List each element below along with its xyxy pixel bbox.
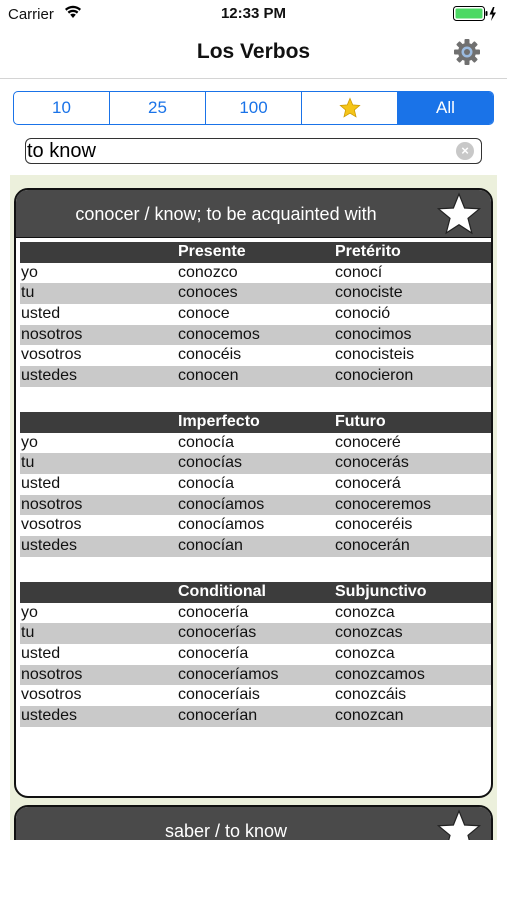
star-outline-icon: [435, 192, 483, 236]
table-row: yo conocería conozca: [21, 603, 395, 621]
table-row: vosotros conocíamos conoceréis: [21, 516, 413, 534]
table-row: usted conoce conoció: [21, 305, 391, 323]
star-outline-icon: [435, 809, 483, 840]
table-row: tu conoces conociste: [20, 283, 491, 304]
table-row: nosotros conoceríamos conozcamos: [20, 665, 491, 686]
favorite-button[interactable]: [435, 192, 483, 241]
table-header-row: Imperfecto Futuro: [20, 412, 491, 433]
search-input[interactable]: [26, 139, 447, 163]
segment-all[interactable]: All: [398, 92, 493, 124]
table-row: usted conocía conocerá: [21, 475, 401, 493]
search-field: [25, 138, 482, 164]
carrier-label: Carrier: [8, 6, 54, 23]
table-row: yo conocía conoceré: [21, 433, 401, 451]
table-row: yo conozco conocí: [21, 263, 383, 281]
segment-10[interactable]: 10: [14, 92, 110, 124]
conjugation-table: [20, 582, 491, 727]
clock: 12:33 PM: [220, 5, 287, 22]
favorite-button[interactable]: [435, 809, 483, 840]
verb-card-header: [16, 807, 491, 840]
star-icon: [339, 97, 361, 119]
verb-title: conocer / know; to be acquainted with: [75, 204, 377, 224]
table-row: vosotros conoceríais conozcáis: [21, 686, 407, 704]
table-row: nosotros conocemos conocimos: [20, 325, 491, 346]
table-row: ustedes conocían conocerán: [20, 536, 491, 557]
conjugation-table: [20, 242, 491, 387]
page-title: Los Verbos: [196, 40, 311, 63]
gear-icon: [453, 38, 481, 66]
table-header-row: Conditional Subjunctivo: [20, 582, 491, 603]
segment-100[interactable]: 100: [206, 92, 302, 124]
segment-25[interactable]: 25: [110, 92, 206, 124]
verb-card-header: [16, 190, 491, 238]
table-row: ustedes conocerían conozcan: [20, 706, 491, 727]
clear-search-button[interactable]: [456, 142, 474, 160]
table-row: vosotros conocéis conocisteis: [21, 346, 415, 364]
verb-list[interactable]: [10, 175, 497, 840]
table-row: usted conocería conozca: [21, 645, 395, 663]
table-header-row: Presente Pretérito: [20, 242, 491, 263]
settings-button[interactable]: [453, 38, 481, 66]
table-row: tu conocías conocerás: [20, 453, 491, 474]
verb-card: [14, 188, 493, 798]
filter-segmented-control: [13, 91, 494, 125]
battery-icon: [453, 6, 497, 27]
table-row: tu conocerías conozcas: [20, 623, 491, 644]
nav-bar: [0, 28, 507, 79]
status-bar: [0, 0, 507, 28]
close-icon: ×: [461, 143, 469, 158]
table-row: ustedes conocen conocieron: [20, 366, 491, 387]
table-row: nosotros conocíamos conoceremos: [20, 495, 491, 516]
verb-title: saber / to know: [164, 821, 288, 840]
conjugation-table: [20, 412, 491, 557]
segment-favorites[interactable]: [302, 92, 398, 124]
verb-card: [14, 805, 493, 840]
